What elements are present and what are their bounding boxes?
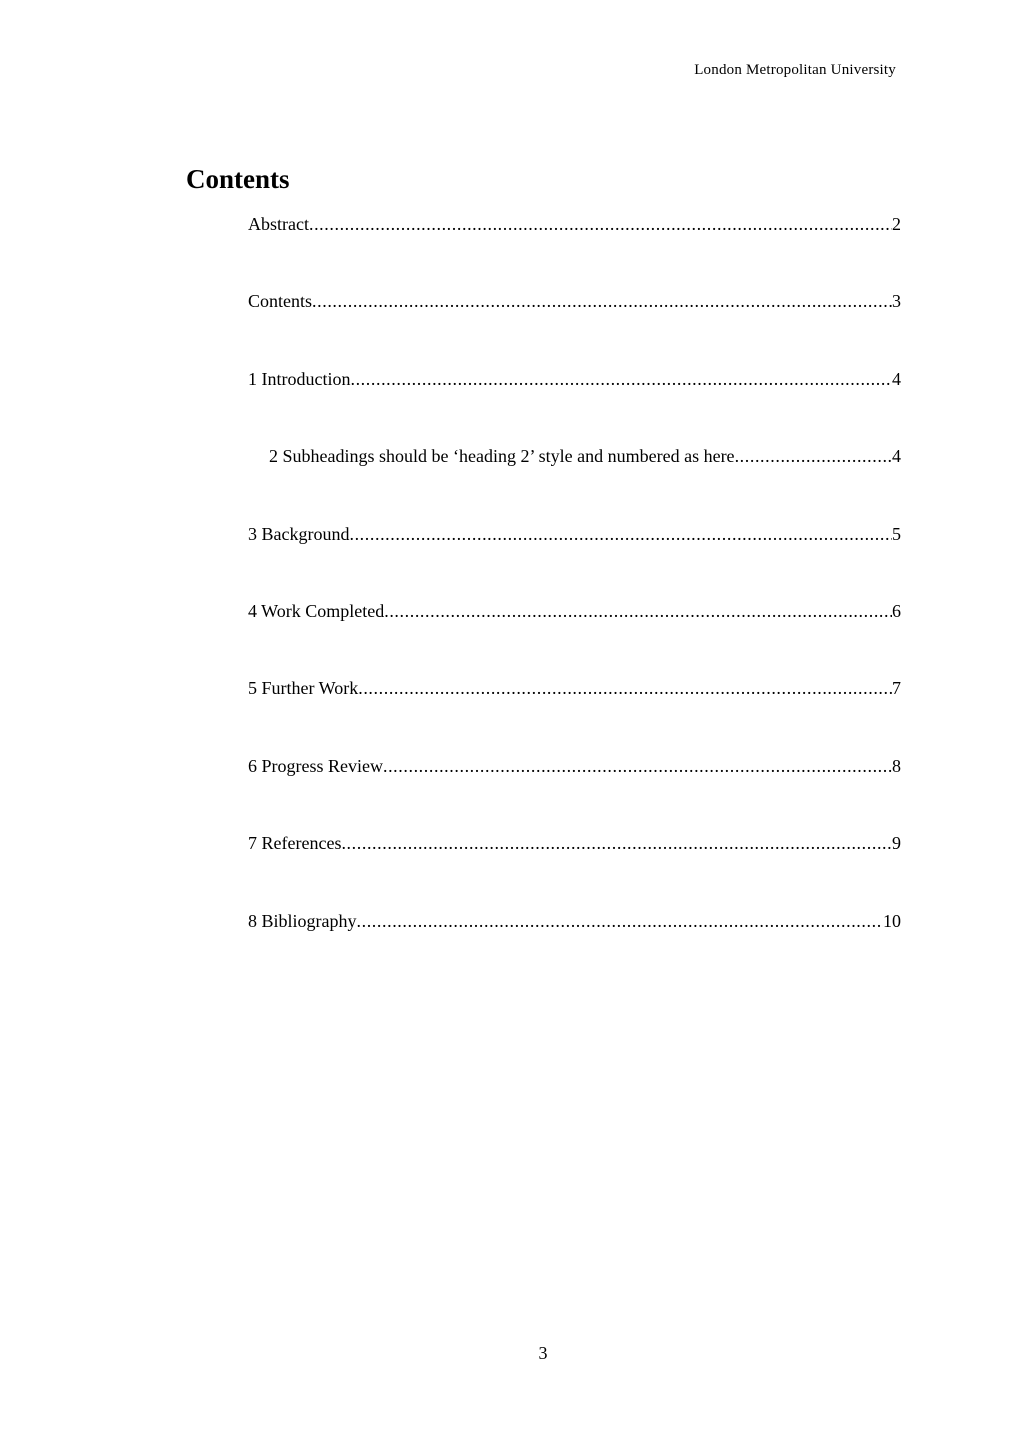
- toc-entry-introduction[interactable]: [248, 369, 901, 446]
- toc-entry-label: 8 Bibliography: [248, 910, 357, 931]
- toc-entry-progress-review[interactable]: [248, 756, 901, 833]
- toc-entry-page: 7: [892, 678, 901, 699]
- toc-entry-label: 1 Introduction: [248, 368, 351, 389]
- toc-entry-page: 4: [892, 368, 901, 389]
- toc-entry-further-work[interactable]: [248, 678, 901, 755]
- toc-dot-leader: [309, 214, 892, 235]
- toc-entry-page: 2: [892, 214, 901, 234]
- toc-dot-leader: [341, 833, 892, 854]
- toc-dot-leader: [383, 756, 892, 777]
- toc-entry-background[interactable]: [248, 524, 901, 601]
- toc-entry-page: 3: [892, 291, 901, 312]
- page-number: 3: [538, 1343, 548, 1363]
- toc-entry-page: 6: [892, 600, 901, 621]
- toc-dot-leader: [357, 911, 884, 932]
- toc-entry-abstract[interactable]: [248, 214, 901, 291]
- toc-entry-label: Contents: [248, 291, 313, 312]
- toc-entry-page: 4: [892, 446, 901, 467]
- toc-entry-label: 5 Further Work: [248, 678, 359, 699]
- toc-entry-page: 9: [892, 833, 901, 854]
- toc-entry-page: 8: [892, 755, 901, 776]
- toc-entry-label: 2 Subheadings should be ‘heading 2’ style and numbered as here: [269, 446, 735, 467]
- toc-entry-label: 6 Progress Review: [248, 755, 383, 776]
- toc-dot-leader: [312, 291, 892, 312]
- toc-entry-label: 4 Work Completed: [248, 600, 385, 621]
- toc-entry-subheadings[interactable]: [248, 446, 901, 523]
- toc-entry-bibliography[interactable]: [248, 911, 901, 988]
- page-title: Contents: [186, 164, 290, 194]
- toc-entry-label: 3 Background: [248, 523, 350, 544]
- toc-entry-label: Abstract: [248, 214, 309, 234]
- toc-entry-page: 10: [883, 910, 901, 931]
- toc-dot-leader: [358, 678, 892, 699]
- toc-entry-contents[interactable]: [248, 291, 901, 368]
- table-of-contents: [248, 214, 901, 988]
- toc-dot-leader: [735, 446, 892, 467]
- toc-entry-work-completed[interactable]: [248, 601, 901, 678]
- running-header-institution: London Metropolitan University: [694, 62, 896, 78]
- toc-dot-leader: [384, 601, 892, 622]
- toc-entry-page: 5: [892, 523, 901, 544]
- toc-entry-references[interactable]: [248, 833, 901, 910]
- toc-dot-leader: [349, 524, 892, 545]
- toc-dot-leader: [350, 369, 892, 390]
- toc-entry-label: 7 References: [248, 833, 342, 854]
